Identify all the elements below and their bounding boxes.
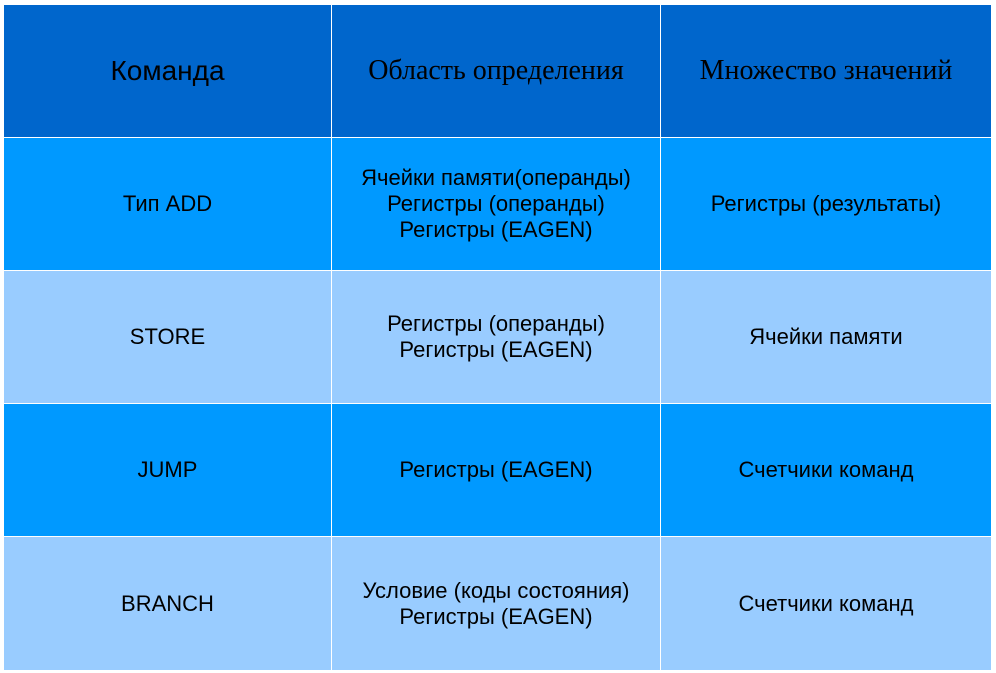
- cell-command: [4, 271, 332, 404]
- command-text: Тип ADD: [122, 191, 213, 216]
- range-text: Ячейки памяти: [749, 324, 903, 349]
- domain-line: Регистры (EAGEN): [399, 603, 593, 629]
- header-domain-label: Область определения: [368, 55, 624, 86]
- instruction-table: [4, 5, 991, 670]
- range-text: Счетчики команд: [738, 457, 914, 482]
- cell-command: [4, 404, 332, 537]
- header-range-label: Множество значений: [699, 55, 953, 86]
- header-command-label: Команда: [110, 55, 225, 86]
- range-text: Регистры (результаты): [710, 191, 942, 216]
- cell-domain: [332, 271, 661, 404]
- range-text: Счетчики команд: [738, 590, 914, 616]
- domain-line: Регистры (EAGEN): [399, 457, 593, 482]
- cell-command: [4, 537, 332, 670]
- domain-line: Условие (коды состояния): [362, 577, 630, 603]
- command-text: STORE: [129, 324, 206, 349]
- cell-command: [4, 138, 332, 271]
- command-text: JUMP: [137, 457, 198, 482]
- header-domain: [332, 5, 661, 138]
- cell-range: [661, 138, 991, 271]
- domain-line: Ячейки памяти(операнды): [361, 165, 631, 190]
- cell-domain: [332, 138, 661, 271]
- domain-line: Регистры (операнды): [387, 311, 605, 336]
- header-range: [661, 5, 991, 138]
- domain-line: Регистры (EAGEN): [399, 337, 593, 362]
- domain-line: Регистры (EAGEN): [399, 217, 593, 242]
- cell-domain: [332, 537, 661, 670]
- command-text: BRANCH: [121, 590, 214, 616]
- domain-line: Регистры (операнды): [387, 191, 605, 216]
- header-command: [4, 5, 332, 138]
- cell-range: [661, 271, 991, 404]
- cell-range: [661, 404, 991, 537]
- cell-range: [661, 537, 991, 670]
- cell-domain: [332, 404, 661, 537]
